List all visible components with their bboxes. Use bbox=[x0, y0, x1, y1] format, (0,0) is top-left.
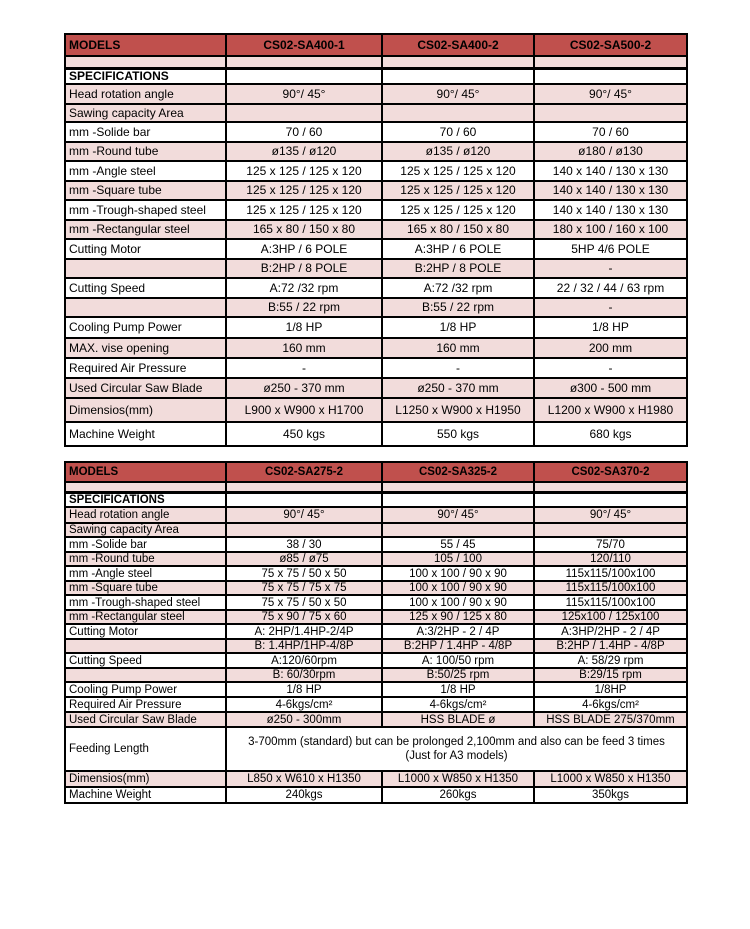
spacer-cell bbox=[382, 482, 534, 492]
spacer-row bbox=[65, 482, 687, 492]
value-cell: 75 x 75 / 50 x 50 bbox=[226, 595, 382, 610]
value-cell: 1/8HP bbox=[534, 682, 687, 697]
value-cell: L1250 x W900 x H1950 bbox=[382, 398, 534, 422]
value-cell: 240kgs bbox=[226, 787, 382, 803]
row-label: Cooling Pump Power bbox=[65, 317, 226, 338]
value-cell: 450 kgs bbox=[226, 422, 382, 446]
value-cell: A:120/60rpm bbox=[226, 653, 382, 668]
table-row bbox=[65, 239, 687, 259]
models-header-row bbox=[65, 34, 687, 56]
value-cell: L900 x W900 x H1700 bbox=[226, 398, 382, 422]
value-cell: L1000 x W850 x H1350 bbox=[534, 771, 687, 787]
row-label: mm -Trough-shaped steel bbox=[65, 200, 226, 220]
table-row bbox=[65, 624, 687, 639]
model-name-cell: CS02-SA400-2 bbox=[382, 34, 534, 56]
value-cell: L850 x W610 x H1350 bbox=[226, 771, 382, 787]
table-row bbox=[65, 712, 687, 727]
value-cell: 160 mm bbox=[382, 338, 534, 358]
value-cell: 5HP 4/6 POLE bbox=[534, 239, 687, 259]
value-cell: 90°/ 45° bbox=[534, 84, 687, 104]
table-row bbox=[65, 378, 687, 398]
spacer-cell bbox=[65, 482, 226, 492]
value-cell: 70 / 60 bbox=[382, 122, 534, 142]
table-row bbox=[65, 398, 687, 422]
table-row bbox=[65, 787, 687, 803]
row-label bbox=[65, 668, 226, 682]
value-cell: 22 / 32 / 44 / 63 rpm bbox=[534, 278, 687, 298]
value-cell: HSS BLADE 275/370mm bbox=[534, 712, 687, 727]
spacer-cell bbox=[226, 56, 382, 68]
value-cell bbox=[382, 523, 534, 537]
models-header-label: MODELS bbox=[65, 34, 226, 56]
value-cell bbox=[534, 104, 687, 122]
value-cell: HSS BLADE ø bbox=[382, 712, 534, 727]
value-cell: 165 x 80 / 150 x 80 bbox=[226, 220, 382, 239]
value-cell: 4-6kgs/cm² bbox=[382, 697, 534, 712]
row-label: Machine Weight bbox=[65, 422, 226, 446]
value-cell: 90°/ 45° bbox=[382, 507, 534, 523]
value-cell: 115x115/100x100 bbox=[534, 581, 687, 595]
table-row bbox=[65, 84, 687, 104]
row-label: Used Circular Saw Blade bbox=[65, 378, 226, 398]
value-cell: ø180 / ø130 bbox=[534, 142, 687, 161]
value-cell bbox=[382, 68, 534, 84]
spacer-cell bbox=[382, 56, 534, 68]
value-cell: ø135 / ø120 bbox=[226, 142, 382, 161]
table-row bbox=[65, 566, 687, 581]
spacer-cell bbox=[534, 56, 687, 68]
model-name-cell: CS02-SA400-1 bbox=[226, 34, 382, 56]
value-cell: 350kgs bbox=[534, 787, 687, 803]
row-label: mm -Round tube bbox=[65, 552, 226, 566]
value-cell: 165 x 80 / 150 x 80 bbox=[382, 220, 534, 239]
row-label: Used Circular Saw Blade bbox=[65, 712, 226, 727]
value-cell: - bbox=[534, 298, 687, 317]
value-cell: 90°/ 45° bbox=[226, 84, 382, 104]
spacer-row bbox=[65, 56, 687, 68]
value-cell: ø135 / ø120 bbox=[382, 142, 534, 161]
row-label bbox=[65, 298, 226, 317]
value-cell: B: 1.4HP/1HP-4/8P bbox=[226, 639, 382, 653]
row-label: Dimensios(mm) bbox=[65, 771, 226, 787]
value-cell: 160 mm bbox=[226, 338, 382, 358]
value-cell: 125 x 125 / 125 x 120 bbox=[382, 200, 534, 220]
value-cell: 125 x 125 / 125 x 120 bbox=[226, 161, 382, 181]
value-cell: ø250 - 300mm bbox=[226, 712, 382, 727]
value-cell bbox=[382, 492, 534, 507]
value-cell: ø85 / ø75 bbox=[226, 552, 382, 566]
spacer-cell bbox=[534, 482, 687, 492]
value-cell: 550 kgs bbox=[382, 422, 534, 446]
specifications-label: SPECIFICATIONS bbox=[65, 68, 226, 84]
value-cell: B:50/25 rpm bbox=[382, 668, 534, 682]
value-cell: B:2HP / 1.4HP - 4/8P bbox=[534, 639, 687, 653]
table-row bbox=[65, 142, 687, 161]
feeding-length-row bbox=[65, 727, 687, 771]
value-cell: 38 / 30 bbox=[226, 537, 382, 552]
value-cell bbox=[226, 523, 382, 537]
row-label: mm -Angle steel bbox=[65, 566, 226, 581]
table-row bbox=[65, 653, 687, 668]
table-row bbox=[65, 668, 687, 682]
value-cell: A:3HP / 6 POLE bbox=[226, 239, 382, 259]
value-cell: 140 x 140 / 130 x 130 bbox=[534, 161, 687, 181]
table-row bbox=[65, 298, 687, 317]
table-row bbox=[65, 610, 687, 624]
value-cell: B: 60/30rpm bbox=[226, 668, 382, 682]
model-name-cell: CS02-SA275-2 bbox=[226, 462, 382, 482]
table-row bbox=[65, 537, 687, 552]
value-cell: 125 x 90 / 125 x 80 bbox=[382, 610, 534, 624]
value-cell: - bbox=[382, 358, 534, 378]
row-label: mm -Solide bar bbox=[65, 122, 226, 142]
table-row bbox=[65, 682, 687, 697]
table-row bbox=[65, 358, 687, 378]
specifications-row bbox=[65, 492, 687, 507]
value-cell bbox=[226, 68, 382, 84]
value-cell: A:3HP / 6 POLE bbox=[382, 239, 534, 259]
value-cell: B:2HP / 1.4HP - 4/8P bbox=[382, 639, 534, 653]
value-cell bbox=[534, 492, 687, 507]
value-cell: 1/8 HP bbox=[226, 682, 382, 697]
row-label: MAX. vise opening bbox=[65, 338, 226, 358]
value-cell: 125 x 125 / 125 x 120 bbox=[226, 181, 382, 200]
row-label: Head rotation angle bbox=[65, 507, 226, 523]
row-label: Sawing capacity Area bbox=[65, 104, 226, 122]
row-label: Feeding Length bbox=[65, 727, 226, 771]
value-cell: 75 x 75 / 50 x 50 bbox=[226, 566, 382, 581]
value-cell: 4-6kgs/cm² bbox=[226, 697, 382, 712]
row-label: Cutting Speed bbox=[65, 653, 226, 668]
row-label: Required Air Pressure bbox=[65, 697, 226, 712]
model-name-cell: CS02-SA325-2 bbox=[382, 462, 534, 482]
value-cell: 90°/ 45° bbox=[382, 84, 534, 104]
models-header-row bbox=[65, 462, 687, 482]
row-label: Dimensios(mm) bbox=[65, 398, 226, 422]
value-cell: 140 x 140 / 130 x 130 bbox=[534, 181, 687, 200]
value-cell: 1/8 HP bbox=[382, 317, 534, 338]
value-cell: L1200 x W900 x H1980 bbox=[534, 398, 687, 422]
value-cell: 70 / 60 bbox=[226, 122, 382, 142]
value-cell: B:29/15 rpm bbox=[534, 668, 687, 682]
value-cell bbox=[382, 104, 534, 122]
value-cell: 1/8 HP bbox=[226, 317, 382, 338]
value-cell: 100 x 100 / 90 x 90 bbox=[382, 566, 534, 581]
value-cell: 55 / 45 bbox=[382, 537, 534, 552]
row-label bbox=[65, 639, 226, 653]
table-row bbox=[65, 181, 687, 200]
value-cell: 260kgs bbox=[382, 787, 534, 803]
value-cell: 125 x 125 / 125 x 120 bbox=[382, 181, 534, 200]
feeding-length-value: 3-700mm (standard) but can be prolonged 2,100mm and also can be feed 3 times (Just for A3 models) bbox=[226, 727, 687, 771]
table-row bbox=[65, 278, 687, 298]
value-cell: 115x115/100x100 bbox=[534, 566, 687, 581]
models-header-label: MODELS bbox=[65, 462, 226, 482]
table-row bbox=[65, 161, 687, 181]
value-cell: A: 58/29 rpm bbox=[534, 653, 687, 668]
row-label: Sawing capacity Area bbox=[65, 523, 226, 537]
value-cell: 115x115/100x100 bbox=[534, 595, 687, 610]
value-cell: 100 x 100 / 90 x 90 bbox=[382, 581, 534, 595]
table-row bbox=[65, 581, 687, 595]
model-name-cell: CS02-SA370-2 bbox=[534, 462, 687, 482]
value-cell: ø300 - 500 mm bbox=[534, 378, 687, 398]
value-cell: B:55 / 22 rpm bbox=[226, 298, 382, 317]
value-cell: 120/110 bbox=[534, 552, 687, 566]
value-cell: 70 / 60 bbox=[534, 122, 687, 142]
table-row bbox=[65, 422, 687, 446]
value-cell: 100 x 100 / 90 x 90 bbox=[382, 595, 534, 610]
row-label: mm -Square tube bbox=[65, 181, 226, 200]
value-cell: A: 100/50 rpm bbox=[382, 653, 534, 668]
value-cell bbox=[534, 523, 687, 537]
value-cell: 1/8 HP bbox=[382, 682, 534, 697]
value-cell: 125 x 125 / 125 x 120 bbox=[226, 200, 382, 220]
row-label: mm -Rectangular steel bbox=[65, 220, 226, 239]
row-label: mm -Rectangular steel bbox=[65, 610, 226, 624]
value-cell: - bbox=[534, 358, 687, 378]
table-row bbox=[65, 507, 687, 523]
row-label bbox=[65, 259, 226, 278]
value-cell bbox=[534, 68, 687, 84]
value-cell: B:55 / 22 rpm bbox=[382, 298, 534, 317]
table-row bbox=[65, 317, 687, 338]
value-cell: 105 / 100 bbox=[382, 552, 534, 566]
row-label: mm -Angle steel bbox=[65, 161, 226, 181]
value-cell bbox=[226, 104, 382, 122]
value-cell: - bbox=[534, 259, 687, 278]
value-cell: A:72 /32 rpm bbox=[382, 278, 534, 298]
model-name-cell: CS02-SA500-2 bbox=[534, 34, 687, 56]
value-cell: 75 x 75 / 75 x 75 bbox=[226, 581, 382, 595]
row-label: mm -Solide bar bbox=[65, 537, 226, 552]
row-label: mm -Trough-shaped steel bbox=[65, 595, 226, 610]
spec-table-bottom bbox=[64, 461, 688, 804]
row-label: Head rotation angle bbox=[65, 84, 226, 104]
value-cell: 180 x 100 / 160 x 100 bbox=[534, 220, 687, 239]
specifications-row bbox=[65, 68, 687, 84]
table-row bbox=[65, 639, 687, 653]
value-cell: 90°/ 45° bbox=[226, 507, 382, 523]
specifications-label: SPECIFICATIONS bbox=[65, 492, 226, 507]
table-row bbox=[65, 104, 687, 122]
table-row bbox=[65, 338, 687, 358]
row-label: Required Air Pressure bbox=[65, 358, 226, 378]
table-row bbox=[65, 259, 687, 278]
value-cell: A:3HP/2HP - 2 / 4P bbox=[534, 624, 687, 639]
value-cell: B:2HP / 8 POLE bbox=[226, 259, 382, 278]
value-cell: 140 x 140 / 130 x 130 bbox=[534, 200, 687, 220]
value-cell: L1000 x W850 x H1350 bbox=[382, 771, 534, 787]
row-label: mm -Square tube bbox=[65, 581, 226, 595]
row-label: Cooling Pump Power bbox=[65, 682, 226, 697]
table-row bbox=[65, 220, 687, 239]
value-cell: 125x100 / 125x100 bbox=[534, 610, 687, 624]
row-label: Machine Weight bbox=[65, 787, 226, 803]
row-label: Cutting Motor bbox=[65, 239, 226, 259]
spacer-cell bbox=[65, 56, 226, 68]
value-cell bbox=[226, 492, 382, 507]
value-cell: 125 x 125 / 125 x 120 bbox=[382, 161, 534, 181]
value-cell: - bbox=[226, 358, 382, 378]
value-cell: 75 x 90 / 75 x 60 bbox=[226, 610, 382, 624]
value-cell: 1/8 HP bbox=[534, 317, 687, 338]
value-cell: 75/70 bbox=[534, 537, 687, 552]
table-row bbox=[65, 697, 687, 712]
table-row bbox=[65, 122, 687, 142]
spacer-cell bbox=[226, 482, 382, 492]
value-cell: ø250 - 370 mm bbox=[226, 378, 382, 398]
table-row bbox=[65, 595, 687, 610]
table-row bbox=[65, 771, 687, 787]
value-cell: A: 2HP/1.4HP-2/4P bbox=[226, 624, 382, 639]
row-label: Cutting Speed bbox=[65, 278, 226, 298]
table-row bbox=[65, 200, 687, 220]
value-cell: ø250 - 370 mm bbox=[382, 378, 534, 398]
value-cell: A:72 /32 rpm bbox=[226, 278, 382, 298]
value-cell: 4-6kgs/cm² bbox=[534, 697, 687, 712]
row-label: Cutting Motor bbox=[65, 624, 226, 639]
value-cell: B:2HP / 8 POLE bbox=[382, 259, 534, 278]
value-cell: 90°/ 45° bbox=[534, 507, 687, 523]
value-cell: 680 kgs bbox=[534, 422, 687, 446]
table-row bbox=[65, 552, 687, 566]
row-label: mm -Round tube bbox=[65, 142, 226, 161]
value-cell: A:3/2HP - 2 / 4P bbox=[382, 624, 534, 639]
value-cell: 200 mm bbox=[534, 338, 687, 358]
spec-table-top bbox=[64, 33, 688, 447]
table-row bbox=[65, 523, 687, 537]
